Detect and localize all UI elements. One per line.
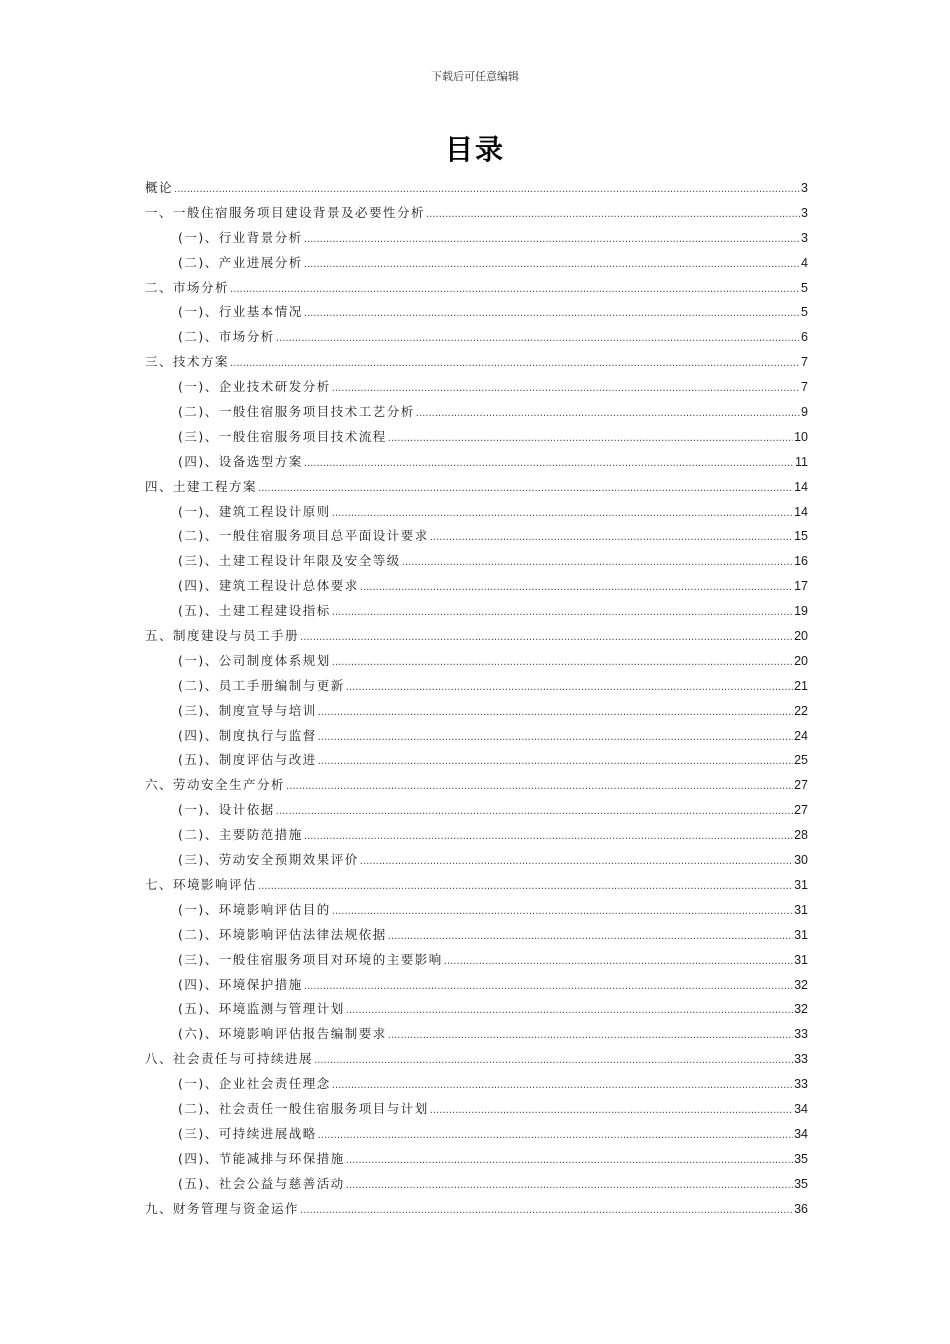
dot-leader — [304, 452, 794, 477]
toc-entry[interactable] — [145, 1097, 808, 1122]
toc-entry-label[interactable]: 一、一般住宿服务项目建设背景及必要性分析 — [145, 204, 426, 220]
toc-entry[interactable] — [145, 450, 808, 475]
toc-entry-label[interactable]: (二)、环境影响评估法律法规依据 — [178, 926, 387, 942]
toc-entry-label[interactable]: 七、环境影响评估 — [145, 876, 258, 892]
dot-leader — [388, 1024, 793, 1049]
toc-entry-label[interactable]: (四)、制度执行与监督 — [178, 727, 317, 743]
toc-entry[interactable] — [145, 475, 808, 500]
toc-entry-label[interactable]: (五)、社会公益与慈善活动 — [178, 1175, 345, 1191]
toc-entry-page-number: 14 — [794, 479, 808, 494]
toc-entry[interactable] — [145, 400, 808, 425]
dot-leader — [276, 327, 800, 352]
toc-entry[interactable] — [145, 1172, 808, 1197]
toc-entry-page-number: 36 — [794, 1201, 808, 1216]
toc-entry[interactable] — [145, 1047, 808, 1072]
toc-entry-label[interactable]: (一)、行业基本情况 — [178, 304, 303, 320]
toc-entry-page-number: 28 — [794, 828, 808, 843]
toc-entry[interactable] — [145, 500, 808, 525]
toc-entry-label[interactable]: (六)、环境影响评估报告编制要求 — [178, 1026, 387, 1042]
dot-leader — [304, 302, 800, 327]
dot-leader — [258, 477, 793, 502]
toc-entry-page-number: 31 — [794, 927, 808, 942]
toc-entry-label[interactable]: (二)、产业进展分析 — [178, 254, 303, 270]
toc-entry[interactable] — [145, 176, 808, 201]
toc-entry[interactable] — [145, 251, 808, 276]
toc-entry-page-number: 25 — [794, 753, 808, 768]
toc-entry-label[interactable]: (二)、社会责任一般住宿服务项目与计划 — [178, 1100, 429, 1116]
toc-entry-page-number: 33 — [794, 1052, 808, 1067]
dot-leader — [230, 278, 800, 303]
toc-entry[interactable] — [145, 375, 808, 400]
toc-entry-page-number: 21 — [794, 678, 808, 693]
dot-leader — [430, 1099, 793, 1124]
toc-entry-page-number: 14 — [794, 504, 808, 519]
dot-leader — [360, 576, 793, 601]
toc-entry-page-number: 31 — [794, 877, 808, 892]
toc-entry[interactable] — [145, 948, 808, 973]
toc-entry-page-number: 35 — [794, 1151, 808, 1166]
toc-entry-label[interactable]: 八、社会责任与可持续进展 — [145, 1051, 314, 1067]
toc-entry-label[interactable]: 概论 — [145, 180, 174, 195]
toc-entry[interactable] — [145, 325, 808, 350]
toc-entry-label[interactable]: (四)、设备选型方案 — [178, 453, 303, 469]
toc-entry-label[interactable]: (一)、建筑工程设计原则 — [178, 503, 331, 519]
toc-entry-page-number: 34 — [794, 1126, 808, 1141]
toc-entry-page-number: 10 — [794, 429, 808, 444]
toc-entry-page-number: 33 — [794, 1077, 808, 1092]
toc-entry-label[interactable]: (三)、可持续进展战略 — [178, 1125, 317, 1141]
toc-entry[interactable] — [145, 549, 808, 574]
dot-leader — [300, 626, 793, 651]
toc-entry-label[interactable]: (三)、一般住宿服务项目技术流程 — [178, 428, 387, 444]
dot-leader — [258, 875, 793, 900]
toc-entry-page-number: 5 — [801, 280, 808, 295]
dot-leader — [174, 178, 800, 203]
toc-entry-label[interactable]: (四)、环境保护措施 — [178, 976, 303, 992]
toc-entry[interactable] — [145, 898, 808, 923]
toc-entry[interactable] — [145, 724, 808, 749]
toc-entry[interactable] — [145, 350, 808, 375]
toc-entry[interactable] — [145, 699, 808, 724]
toc-entry-label[interactable]: (四)、节能减排与环保措施 — [178, 1150, 345, 1166]
toc-entry-label[interactable]: (一)、设计依据 — [178, 802, 275, 818]
dot-leader — [332, 601, 793, 626]
toc-entry-label[interactable]: (三)、制度宣导与培训 — [178, 702, 317, 718]
toc-entry-page-number: 32 — [794, 977, 808, 992]
toc-entry-page-number: 33 — [794, 1027, 808, 1042]
toc-entry[interactable] — [145, 1022, 808, 1047]
dot-leader — [444, 950, 793, 975]
toc-title: 目录 — [444, 133, 505, 166]
toc-entry-page-number: 20 — [794, 629, 808, 644]
dot-leader — [304, 228, 800, 253]
dot-leader — [304, 253, 800, 278]
toc-entry-page-number: 32 — [794, 1002, 808, 1017]
toc-entry-label[interactable]: 九、财务管理与资金运作 — [145, 1200, 300, 1216]
toc-entry-label[interactable]: (三)、劳动安全预期效果评价 — [178, 852, 359, 868]
toc-entry-page-number: 30 — [794, 853, 808, 868]
dot-leader — [318, 750, 793, 775]
toc-entry-label[interactable]: (二)、市场分析 — [178, 329, 275, 345]
dot-leader — [388, 925, 793, 950]
dot-leader — [332, 502, 793, 527]
toc-entry-label[interactable]: (二)、一般住宿服务项目总平面设计要求 — [178, 528, 429, 544]
toc-entry-page-number: 35 — [794, 1176, 808, 1191]
toc-entry-page-number: 5 — [801, 305, 808, 320]
toc-entry-label[interactable]: (五)、制度评估与改进 — [178, 752, 317, 768]
toc-entry[interactable] — [145, 624, 808, 649]
toc-entry-page-number: 20 — [794, 653, 808, 668]
toc-entry-page-number: 19 — [794, 604, 808, 619]
toc-entry[interactable] — [145, 1147, 808, 1172]
toc-entry-page-number: 3 — [801, 205, 808, 220]
dot-leader — [318, 701, 793, 726]
toc-entry[interactable] — [145, 1072, 808, 1097]
header-note: 下载后可任意编辑 — [431, 70, 519, 83]
dot-leader — [346, 676, 793, 701]
toc-entry-page-number: 34 — [794, 1101, 808, 1116]
dot-leader — [304, 825, 793, 850]
dot-leader — [346, 999, 793, 1024]
toc-entry-page-number: 31 — [794, 902, 808, 917]
toc-entry[interactable] — [145, 1122, 808, 1147]
toc-entry-page-number: 3 — [801, 230, 808, 245]
toc-entry-label[interactable]: (一)、环境影响评估目的 — [178, 901, 331, 917]
toc-entry-label[interactable]: (一)、行业背景分析 — [178, 229, 303, 245]
toc-entry-page-number: 31 — [794, 952, 808, 967]
dot-leader — [360, 850, 793, 875]
toc-entry-label[interactable]: (五)、土建工程建设指标 — [178, 603, 331, 619]
toc-entry-label[interactable]: (三)、一般住宿服务项目对环境的主要影响 — [178, 951, 443, 967]
dot-leader — [332, 377, 800, 402]
toc-entry-page-number: 7 — [801, 355, 808, 370]
dot-leader — [332, 900, 793, 925]
toc-entry-page-number: 16 — [794, 554, 808, 569]
toc-entry[interactable] — [145, 973, 808, 998]
toc-entry[interactable] — [145, 773, 808, 798]
toc-entry-label[interactable]: 六、劳动安全生产分析 — [145, 777, 286, 793]
toc-entry-page-number: 22 — [794, 703, 808, 718]
toc-entry[interactable] — [145, 997, 808, 1022]
toc-entry-page-number: 27 — [794, 803, 808, 818]
toc-entry-page-number: 6 — [801, 330, 808, 345]
toc-entry-page-number: 17 — [794, 579, 808, 594]
dot-leader — [276, 800, 793, 825]
toc-entry-label[interactable]: (五)、环境监测与管理计划 — [178, 1001, 345, 1017]
toc-entry[interactable] — [145, 649, 808, 674]
toc-entry-label[interactable]: 三、技术方案 — [145, 354, 230, 370]
toc-entry-label[interactable]: (一)、企业社会责任理念 — [178, 1076, 331, 1092]
dot-leader — [416, 402, 800, 427]
dot-leader — [300, 1199, 793, 1224]
toc-entry[interactable] — [145, 1197, 808, 1222]
dot-leader — [346, 1149, 793, 1174]
toc-entry-label[interactable]: (一)、公司制度体系规划 — [178, 652, 331, 668]
toc-entry[interactable] — [145, 574, 808, 599]
toc-entry[interactable] — [145, 823, 808, 848]
toc-entry-label[interactable]: (一)、企业技术研发分析 — [178, 379, 331, 395]
dot-leader — [388, 427, 793, 452]
toc-entry-label[interactable]: (二)、一般住宿服务项目技术工艺分析 — [178, 404, 415, 420]
toc-entry[interactable] — [145, 201, 808, 226]
dot-leader — [346, 1174, 793, 1199]
toc-entry-page-number: 3 — [801, 181, 808, 195]
dot-leader — [426, 203, 800, 228]
dot-leader — [332, 651, 793, 676]
dot-leader — [286, 775, 793, 800]
toc-entry-page-number: 11 — [795, 454, 808, 469]
toc-entry[interactable] — [145, 300, 808, 325]
toc-entry-page-number: 7 — [801, 380, 808, 395]
toc-entry-label[interactable]: 四、土建工程方案 — [145, 478, 258, 494]
toc-entry-page-number: 9 — [801, 405, 808, 420]
toc-entry-page-number: 4 — [801, 255, 808, 270]
table-of-contents — [145, 176, 808, 1221]
toc-entry-label[interactable]: (四)、建筑工程设计总体要求 — [178, 578, 359, 594]
dot-leader — [318, 726, 793, 751]
dot-leader — [318, 1124, 793, 1149]
toc-entry[interactable] — [145, 923, 808, 948]
dot-leader — [314, 1049, 793, 1074]
toc-entry-label[interactable]: (二)、主要防范措施 — [178, 827, 303, 843]
toc-entry[interactable] — [145, 848, 808, 873]
toc-entry-page-number: 24 — [794, 728, 808, 743]
toc-entry[interactable] — [145, 425, 808, 450]
toc-entry-page-number: 15 — [794, 529, 808, 544]
dot-leader — [332, 1074, 793, 1099]
toc-entry-label[interactable]: (二)、员工手册编制与更新 — [178, 677, 345, 693]
toc-entry[interactable] — [145, 226, 808, 251]
toc-entry-page-number: 27 — [794, 778, 808, 793]
toc-entry[interactable] — [145, 873, 808, 898]
toc-entry-label[interactable]: 二、市场分析 — [145, 279, 230, 295]
toc-entry-label[interactable]: (三)、土建工程设计年限及安全等级 — [178, 553, 401, 569]
toc-entry[interactable] — [145, 599, 808, 624]
dot-leader — [430, 526, 793, 551]
toc-entry[interactable] — [145, 276, 808, 301]
dot-leader — [230, 352, 800, 377]
dot-leader — [402, 551, 793, 576]
dot-leader — [304, 975, 793, 1000]
toc-entry[interactable] — [145, 524, 808, 549]
toc-entry-label[interactable]: 五、制度建设与员工手册 — [145, 628, 300, 644]
toc-entry[interactable] — [145, 798, 808, 823]
toc-entry[interactable] — [145, 748, 808, 773]
toc-entry[interactable] — [145, 674, 808, 699]
